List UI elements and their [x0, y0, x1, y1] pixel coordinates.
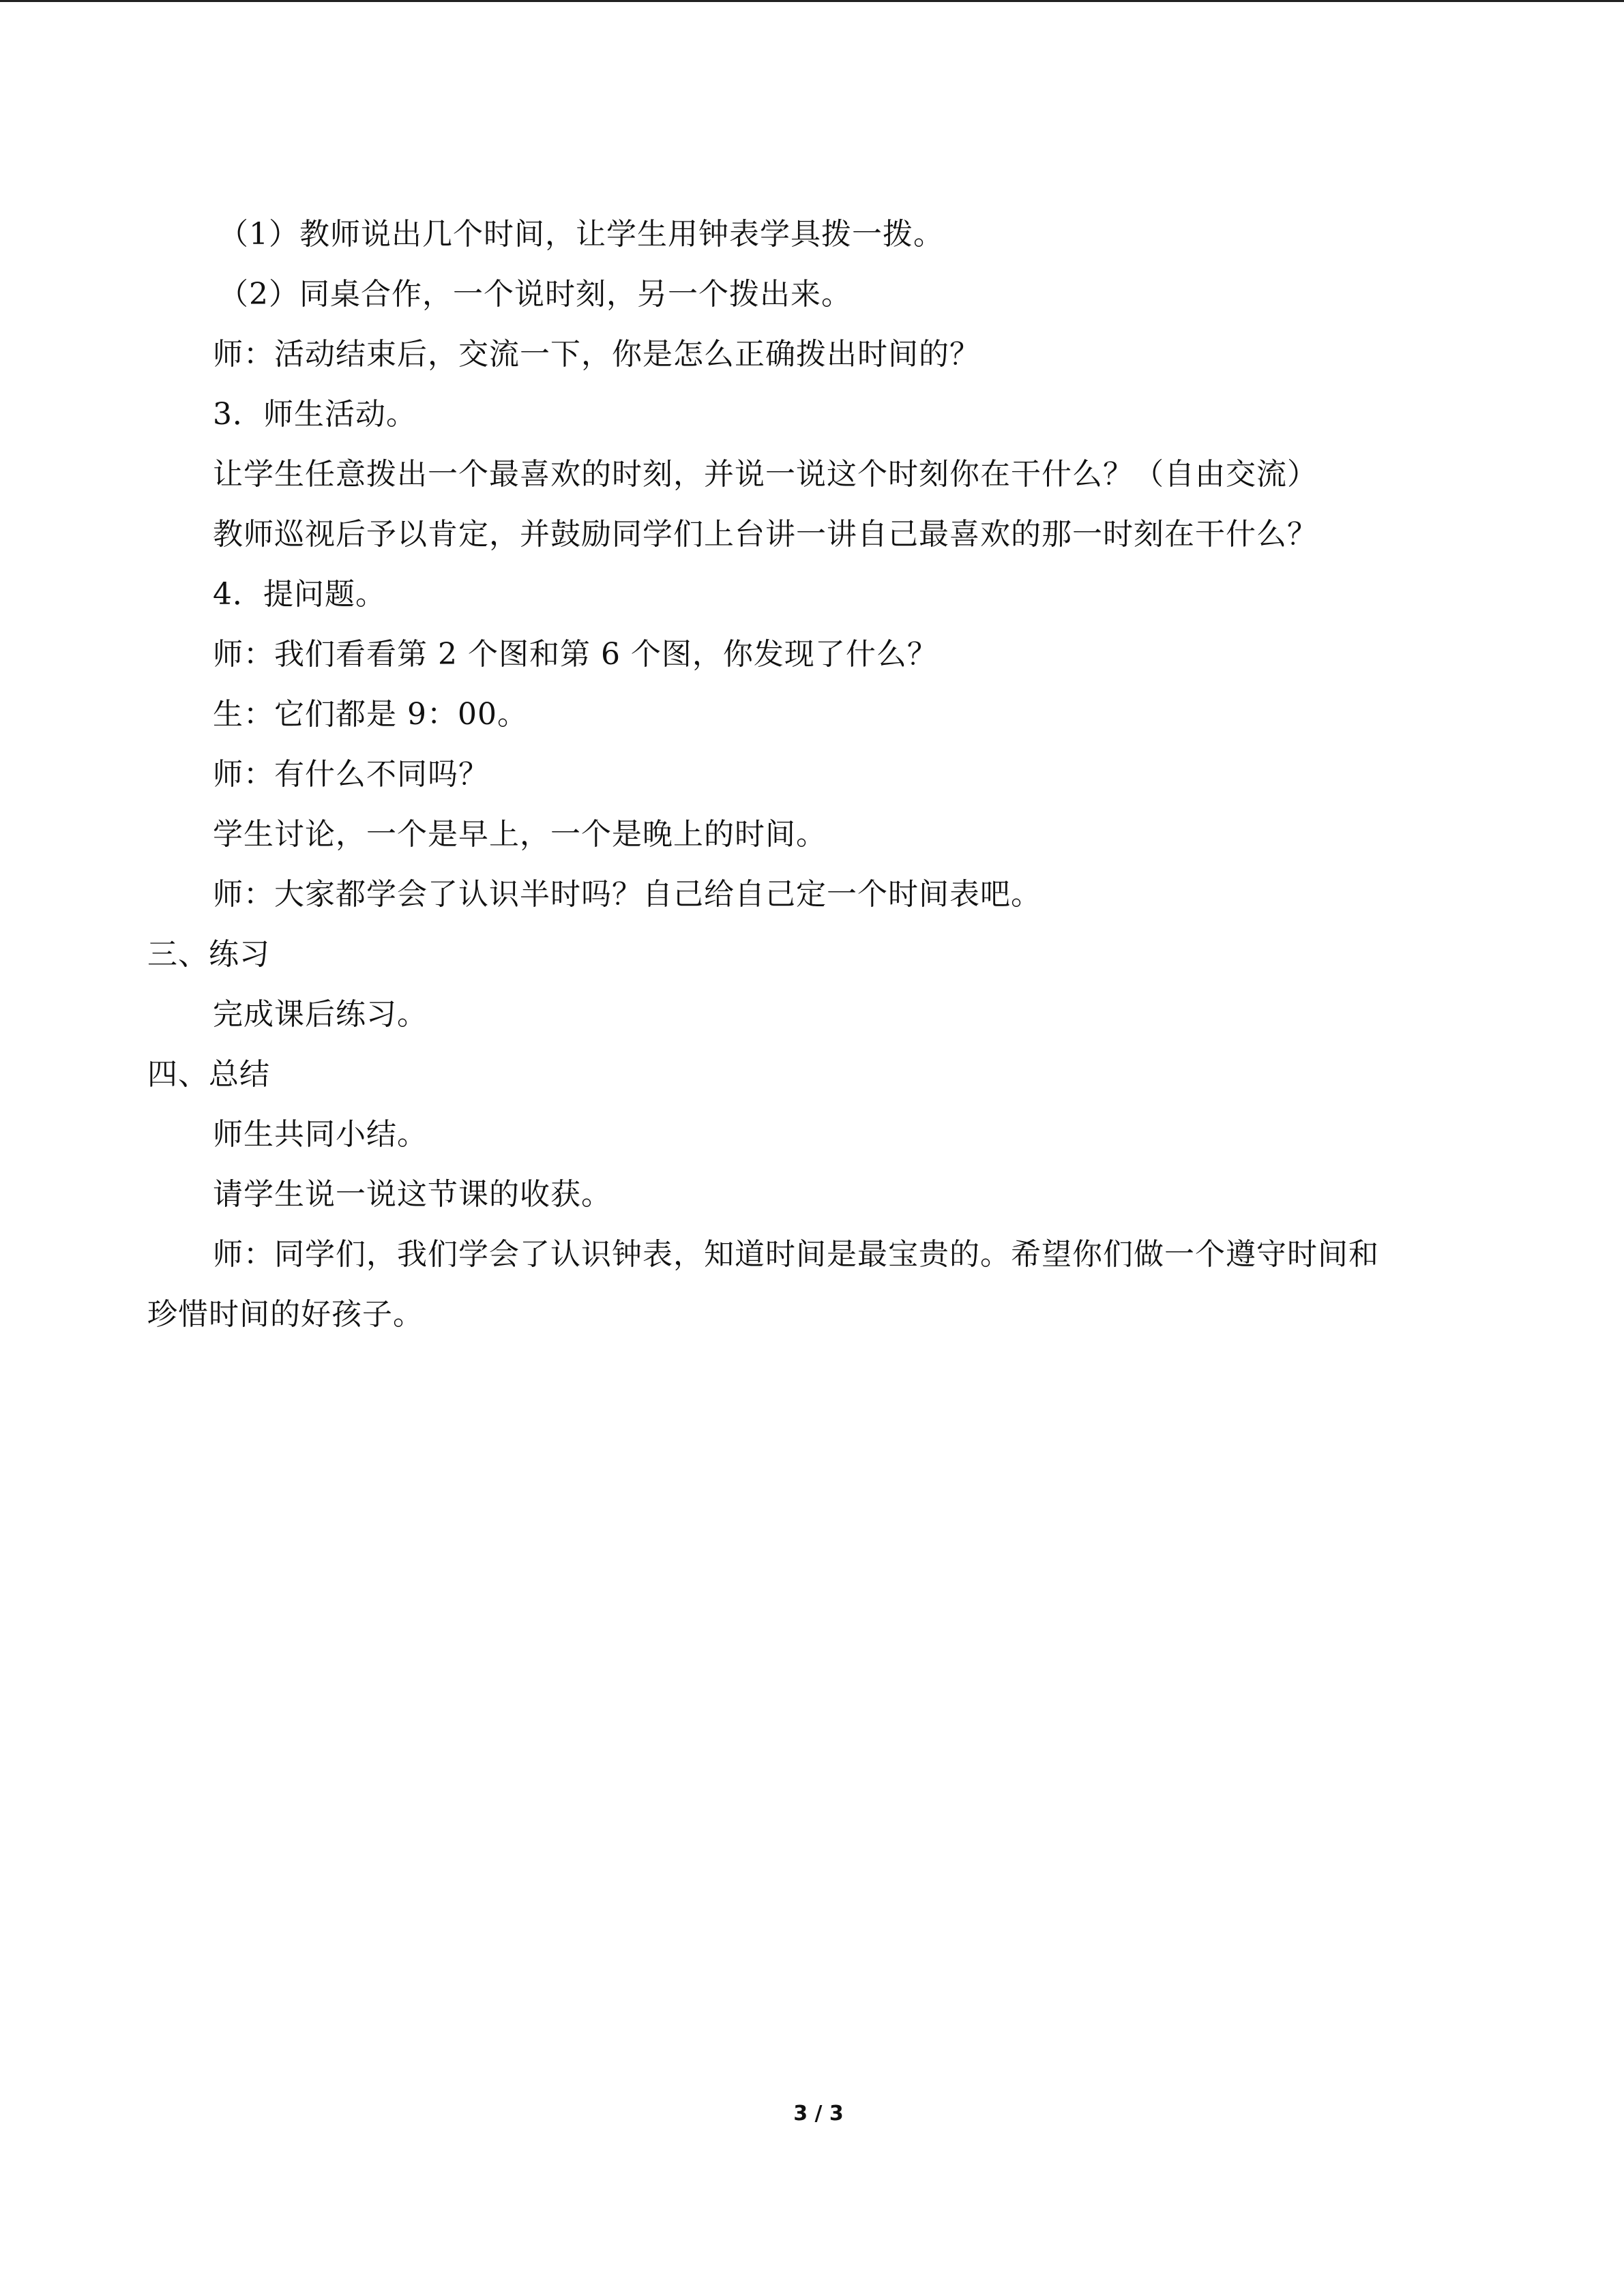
- paragraph-line: 师：我们看看第 2 个图和第 6 个图，你发现了什么？: [213, 637, 938, 672]
- paragraph-line: 让学生任意拨出一个最喜欢的时刻，并说一说这个时刻你在干什么？（自由交流）: [213, 457, 1318, 492]
- paragraph-line: 师：活动结束后，交流一下，你是怎么正确拨出时间的？: [213, 337, 980, 372]
- section-heading: 三、练习: [147, 937, 270, 972]
- page-number: 3 / 3: [793, 2102, 844, 2126]
- paragraph-line: 完成课后练习。: [213, 997, 428, 1032]
- paragraph-line: 师生共同小结。: [213, 1117, 428, 1152]
- section-heading: 四、总结: [147, 1057, 270, 1092]
- paragraph-line: 珍惜时间的好孩子。: [147, 1297, 424, 1332]
- paragraph-line: 请学生说一说这节课的收获。: [213, 1177, 612, 1212]
- paragraph-line: 师：有什么不同吗？: [213, 757, 489, 792]
- paragraph-line: 教师巡视后予以肯定，并鼓励同学们上台讲一讲自己最喜欢的那一时刻在干什么？: [213, 517, 1318, 552]
- paragraph-line: 生：它们都是 9：00。: [213, 697, 528, 732]
- paragraph-line: 3．师生活动。: [213, 397, 417, 432]
- paragraph-line: （1）教师说出几个时间，让学生用钟表学具拨一拨。: [218, 217, 944, 252]
- paragraph-line: 4．提问题。: [213, 577, 386, 612]
- paragraph-line: 学生讨论，一个是早上，一个是晚上的时间。: [213, 817, 827, 852]
- paragraph-line: 师：大家都学会了认识半时吗？自己给自己定一个时间表吧。: [213, 877, 1042, 912]
- paragraph-line: 师：同学们，我们学会了认识钟表，知道时间是最宝贵的。希望你们做一个遵守时间和: [213, 1237, 1379, 1272]
- paragraph-line: （2）同桌合作，一个说时刻，另一个拨出来。: [218, 277, 852, 312]
